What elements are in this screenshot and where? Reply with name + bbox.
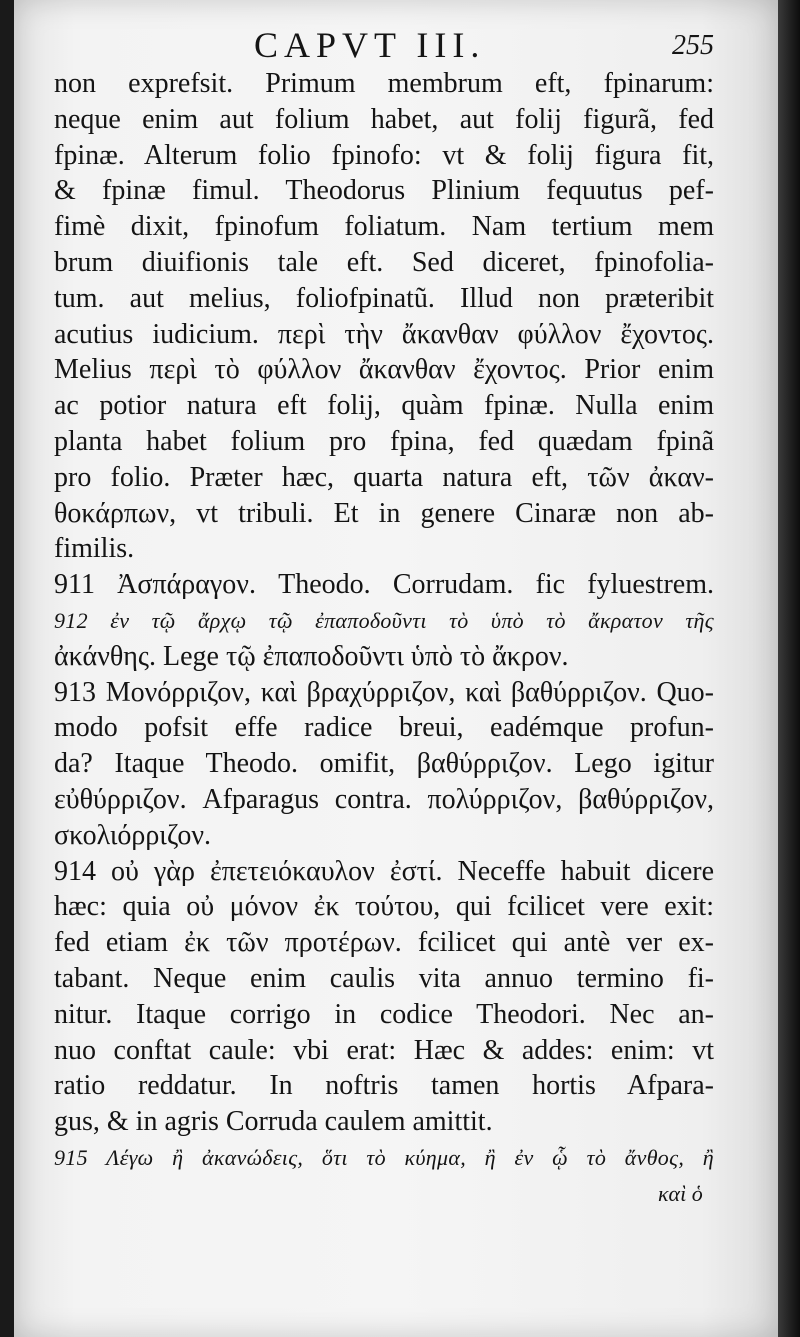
body-text: [54, 66, 714, 1212]
page-edge-shadow: [778, 0, 800, 1337]
text-line: da? Itaque Theodo. omifit, βαθύρριζον. Lego igitur: [54, 748, 714, 780]
text-line: neque enim aut folium habet, aut folij figurã, fed: [54, 103, 714, 135]
page-number: 255: [672, 30, 714, 61]
text-line: fimilis.: [54, 533, 135, 565]
text-line: ratio reddatur. In noftris tamen hortis Afpara-: [54, 1070, 714, 1102]
text-line: non exprefsit. Primum membrum eft, fpinarum:: [54, 68, 714, 99]
text-line: fed etiam ἐκ τῶν προτέρων. fcilicet qui antè ver ex-: [54, 927, 714, 959]
text-line: & fpinæ fimul. Theodorus Plinium fequutus pef-: [54, 175, 714, 207]
note-914: 914 οὐ γὰρ ἐπετειόκαυλον ἐστί. Neceffe habuit dicere: [54, 855, 714, 887]
text-line: nuo conftat caule: vbi erat: Hæc & addes: enim: vt: [54, 1034, 714, 1066]
note-915: 915 Λέγω ἢ ἀκανώδεις, ὅτι τὸ κύημα, ἢ ἐν ᾧ τὸ ἄνθος, ἢ: [54, 1144, 714, 1170]
text-line: brum diuifionis tale eft. Sed diceret, fpinofolia-: [54, 246, 714, 278]
text-line: ac potior natura eft folij, quàm fpinæ. Nulla enim: [54, 390, 714, 422]
text-line: hæc: quia οὐ μόνον ἐκ τούτου, qui fcilicet vere exit:: [54, 891, 714, 923]
text-line: planta habet folium pro fpina, fed quædam fpinã: [54, 425, 714, 457]
page-header: [54, 20, 714, 64]
text-line: σκολιόρριζον.: [54, 819, 212, 851]
text-line: Melius περὶ τὸ φύλλον ἄκανθαν ἔχοντος. Prior enim: [54, 354, 714, 386]
text-line: gus, & in agris Corruda caulem amittit.: [54, 1106, 493, 1138]
text-line: εὐθύρριζον. Afparagus contra. πολύρριζον, βαθύρριζον,: [54, 783, 714, 815]
note-913: 913 Μονόρριζον, καὶ βραχύρριζον, καὶ βαθύρριζον. Quo-: [54, 676, 714, 708]
note-911: 911 Ἀσπάραγον. Theodo. Corrudam. fic fyluestrem.: [54, 569, 714, 601]
text-line: θοκάρπων, vt tribuli. Et in genere Cinaræ non ab-: [54, 497, 714, 529]
text-line: pro folio. Præter hæc, quarta natura eft, τῶν ἀκαν-: [54, 461, 714, 493]
running-head: CAPVT III.: [254, 25, 486, 65]
note-912: 912 ἐν τῷ ἄρχῳ τῷ ἐπαποδοῦντι τὸ ὑπὸ τὸ ἄκρατον τῆς: [54, 607, 714, 633]
text-line: tabant. Neque enim caulis vita annuo termino fi-: [54, 962, 714, 994]
text-line: tum. aut melius, foliofpinatũ. Illud non præteribit: [54, 282, 714, 314]
text-line: nitur. Itaque corrigo in codice Theodori. Nec an-: [54, 998, 714, 1030]
text-line: acutius iudicium. περὶ τὴν ἄκανθαν φύλλον ἔχοντος.: [54, 318, 714, 350]
text-line: ἀκάνθης. Lege τῷ ἐπαποδοῦντι ὑπὸ τὸ ἄκρον.: [54, 640, 569, 672]
text-line: modo pofsit effe radice breui, eadémque profun-: [54, 712, 714, 744]
catchword: καὶ ὁ: [658, 1180, 703, 1206]
text-line: fpinæ. Alterum folio fpinofo: vt & folij figura fit,: [54, 139, 714, 171]
text-line: fimè dixit, fpinofum foliatum. Nam tertium mem: [54, 211, 714, 243]
